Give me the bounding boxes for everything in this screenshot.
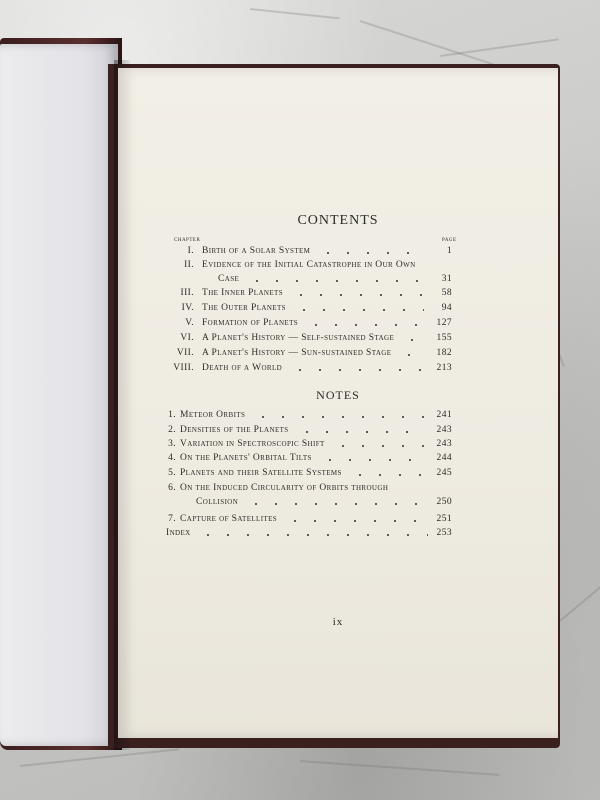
contents-leader-dots — [399, 354, 424, 356]
notes-entry-page: 245 — [436, 468, 452, 478]
notes-entry-title: Planets and their Satellite Systems — [180, 468, 342, 478]
contents-entry-number: VI. — [180, 333, 194, 343]
contents-leader-dots — [402, 339, 424, 341]
notes-leader-dots — [246, 503, 424, 505]
contents-leader-dots — [318, 252, 424, 254]
contents-entry-title: Formation of Planets — [202, 318, 299, 328]
contents-entry-title: The Outer Planets — [202, 303, 286, 313]
index-page-number: 253 — [436, 528, 452, 538]
notes-entry — [118, 410, 558, 424]
notes-leader-dots — [285, 520, 424, 522]
notes-entry — [118, 483, 558, 497]
contents-entry-title: Evidence of the Initial Catastrophe in Our Own — [202, 260, 416, 270]
notes-entry — [118, 514, 558, 528]
contents-leader-dots — [247, 280, 424, 282]
notes-entry-page: 250 — [436, 497, 452, 507]
notes-entry — [118, 425, 558, 439]
notes-entry-title: Densities of the Planets — [180, 425, 289, 435]
contents-entry-page: 182 — [436, 348, 452, 358]
contents-entry — [118, 303, 558, 317]
contents-entry — [118, 246, 558, 260]
contents-page — [118, 68, 558, 738]
notes-entry-title: Capture of Satellites — [180, 514, 278, 524]
contents-entry-number: VII. — [176, 348, 194, 358]
contents-entry-page: 94 — [441, 303, 452, 313]
contents-leader-dots — [294, 309, 424, 311]
contents-entry-number: I. — [187, 246, 194, 256]
page-folio: ix — [332, 616, 344, 628]
notes-entry-continued — [118, 497, 558, 511]
contents-entry-page: 213 — [436, 363, 452, 373]
notes-heading: NOTES — [316, 388, 360, 402]
contents-entry-number: V. — [185, 318, 194, 328]
contents-entry — [118, 318, 558, 332]
notes-entry-title: Meteor Orbits — [180, 410, 246, 420]
contents-leader-dots — [290, 369, 424, 371]
notes-entry-page: 244 — [436, 453, 452, 463]
contents-entry-title-continued: Case — [218, 274, 240, 284]
notes-leader-dots — [333, 445, 424, 447]
contents-entry-number: VIII. — [173, 363, 194, 373]
index-entry — [118, 528, 558, 542]
notes-entry-number: 5. — [168, 468, 176, 478]
contents-leader-dots — [306, 324, 424, 326]
notes-entry — [118, 453, 558, 467]
contents-heading: CONTENTS — [297, 213, 379, 228]
chapter-column-label: CHAPTER — [174, 238, 201, 243]
notes-entry-number: 3. — [168, 439, 176, 449]
contents-entry-page: 58 — [441, 288, 452, 298]
notes-entry-number: 4. — [168, 453, 176, 463]
contents-entry-number: II. — [184, 260, 194, 270]
contents-entry-title: A Planet's History — Sun-sustained Stage — [202, 348, 392, 358]
index-label: Index — [166, 528, 191, 538]
notes-entry-title-continued: Collision — [196, 497, 239, 507]
notes-entry-title: On the Planets' Orbital Tilts — [180, 453, 312, 463]
contents-entry-number: IV. — [181, 303, 194, 313]
contents-entry — [118, 260, 558, 274]
contents-entry-continued — [118, 274, 558, 288]
notes-entry-title: On the Induced Circularity of Orbits through — [180, 483, 389, 493]
index-leader-dots — [198, 534, 428, 536]
notes-entry-number: 2. — [168, 425, 176, 435]
notes-entry-page: 251 — [436, 514, 452, 524]
notes-entry — [118, 468, 558, 482]
contents-entry — [118, 333, 558, 347]
notes-leader-dots — [297, 431, 424, 433]
notes-entry — [118, 439, 558, 453]
contents-entry-page: 1 — [446, 246, 452, 256]
notes-entry-number: 6. — [168, 483, 176, 493]
contents-entry-number: III. — [180, 288, 194, 298]
notes-entry-page: 243 — [436, 439, 452, 449]
notes-entry-title: Variation in Spectroscopic Shift — [180, 439, 325, 449]
notes-entry-page: 243 — [436, 425, 452, 435]
contents-entry-title: Birth of a Solar System — [202, 246, 311, 256]
notes-leader-dots — [350, 474, 424, 476]
contents-entry — [118, 348, 558, 362]
contents-entry-page: 31 — [441, 274, 452, 284]
contents-entry — [118, 288, 558, 302]
notes-entry-page: 241 — [436, 410, 452, 420]
notes-entry-number: 1. — [168, 410, 176, 420]
contents-leader-dots — [291, 294, 424, 296]
contents-entry-page: 127 — [436, 318, 452, 328]
contents-entry-page: 155 — [436, 333, 452, 343]
contents-entry — [118, 363, 558, 377]
notes-leader-dots — [320, 459, 424, 461]
contents-entry-title: Death of a World — [202, 363, 283, 373]
notes-entry-number: 7. — [168, 514, 176, 524]
left-page — [0, 44, 118, 746]
contents-entry-title: The Inner Planets — [202, 288, 284, 298]
notes-leader-dots — [253, 416, 424, 418]
contents-entry-title: A Planet's History — Self-sustained Stage — [202, 333, 395, 343]
page-column-label: PAGE — [442, 238, 457, 243]
